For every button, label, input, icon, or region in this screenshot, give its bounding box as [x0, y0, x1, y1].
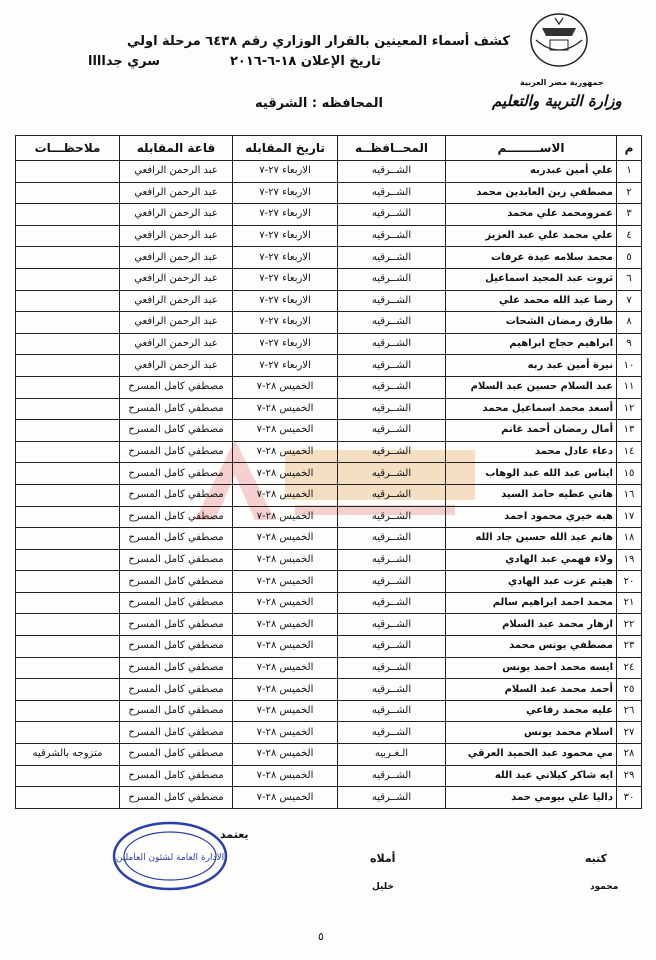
table-row: [16, 657, 642, 679]
row-governorate: الشــرقيه: [338, 247, 446, 269]
row-number: ٣٠: [617, 787, 642, 809]
row-number: ٢٣: [617, 636, 642, 658]
row-interview-date: الخميس ٢٨-٧: [233, 571, 338, 593]
row-interview-date: الاربعاء ٢٧-٧: [233, 225, 338, 247]
row-governorate: الشــرقيه: [338, 182, 446, 204]
row-number: ٢٥: [617, 679, 642, 701]
row-notes: [16, 592, 120, 614]
row-interview-date: الخميس ٢٨-٧: [233, 592, 338, 614]
row-number: ١٠: [617, 355, 642, 377]
table-row: [16, 247, 642, 269]
row-notes: [16, 636, 120, 658]
row-interview-date: الخميس ٢٨-٧: [233, 376, 338, 398]
table-row: [16, 204, 642, 226]
row-interview-date: الاربعاء ٢٧-٧: [233, 355, 338, 377]
row-governorate: الشــرقيه: [338, 765, 446, 787]
row-number: ٢٩: [617, 765, 642, 787]
row-governorate: الشــرقيه: [338, 463, 446, 485]
row-name: مي محمود عبد الحميد العرقي: [446, 744, 617, 766]
row-notes: [16, 268, 120, 290]
row-number: ٢٠: [617, 571, 642, 593]
governorate-label: المحافظه : الشرقيه: [255, 96, 383, 111]
row-notes: [16, 484, 120, 506]
row-interview-hall: عبد الرحمن الرافعي: [120, 312, 233, 334]
table-row: [16, 528, 642, 550]
row-governorate: الـغـربيه: [338, 744, 446, 766]
row-governorate: الشــرقيه: [338, 161, 446, 183]
row-interview-hall: مصطفي كامل المسرح: [120, 592, 233, 614]
header-governorate: المحــافظــه: [338, 136, 446, 161]
row-governorate: الشــرقيه: [338, 333, 446, 355]
row-interview-date: الخميس ٢٨-٧: [233, 614, 338, 636]
row-name: داليا علي بيومي حمد: [446, 787, 617, 809]
row-interview-date: الخميس ٢٨-٧: [233, 679, 338, 701]
row-name: ثروت عبد المجيد اسماعيل: [446, 268, 617, 290]
row-interview-date: الخميس ٢٨-٧: [233, 398, 338, 420]
table-row: [16, 765, 642, 787]
official-stamp-icon: [110, 818, 230, 893]
row-governorate: الشــرقيه: [338, 679, 446, 701]
row-governorate: الشــرقيه: [338, 225, 446, 247]
row-number: ٤: [617, 225, 642, 247]
row-notes: [16, 182, 120, 204]
row-interview-hall: مصطفي كامل المسرح: [120, 376, 233, 398]
row-name: هبه خيري محمود احمد: [446, 506, 617, 528]
row-interview-date: الخميس ٢٨-٧: [233, 636, 338, 658]
row-interview-hall: مصطفي كامل المسرح: [120, 398, 233, 420]
table-row: [16, 614, 642, 636]
row-name: مصطفي زين العابدين محمد: [446, 182, 617, 204]
table-row: [16, 571, 642, 593]
header-name: الاســــــــم: [446, 136, 617, 161]
row-notes: [16, 463, 120, 485]
row-name: محمد احمد ابراهيم سالم: [446, 592, 617, 614]
row-name: طارق رمضان الشحات: [446, 312, 617, 334]
written-by-label: كتبه: [585, 852, 608, 865]
table-row: [16, 722, 642, 744]
row-name: أمال رمضان أحمد غانم: [446, 420, 617, 442]
table-row: [16, 787, 642, 809]
row-number: ٨: [617, 312, 642, 334]
table-row: [16, 333, 642, 355]
row-governorate: الشــرقيه: [338, 614, 446, 636]
ministry-label: وزارة التربية والتعليم: [492, 92, 622, 110]
table-header-row: [16, 136, 642, 161]
row-governorate: الشــرقيه: [338, 528, 446, 550]
row-notes: [16, 571, 120, 593]
row-notes: [16, 765, 120, 787]
written-by-name: محمود: [590, 882, 619, 892]
row-interview-hall: مصطفي كامل المسرح: [120, 549, 233, 571]
table-row: [16, 376, 642, 398]
row-interview-date: الخميس ٢٨-٧: [233, 657, 338, 679]
row-interview-hall: عبد الرحمن الرافعي: [120, 355, 233, 377]
row-notes: [16, 398, 120, 420]
row-governorate: الشــرقيه: [338, 722, 446, 744]
row-interview-hall: مصطفي كامل المسرح: [120, 571, 233, 593]
row-interview-date: الخميس ٢٨-٧: [233, 722, 338, 744]
row-notes: [16, 787, 120, 809]
row-interview-hall: مصطفي كامل المسرح: [120, 420, 233, 442]
row-interview-hall: مصطفي كامل المسرح: [120, 744, 233, 766]
page-number: ٥: [318, 930, 324, 943]
row-interview-hall: مصطفي كامل المسرح: [120, 506, 233, 528]
row-interview-hall: عبد الرحمن الرافعي: [120, 333, 233, 355]
row-interview-date: الاربعاء ٢٧-٧: [233, 247, 338, 269]
table-row: [16, 549, 642, 571]
row-interview-hall: عبد الرحمن الرافعي: [120, 225, 233, 247]
row-notes: [16, 290, 120, 312]
row-notes: [16, 614, 120, 636]
row-notes: [16, 679, 120, 701]
row-interview-date: الخميس ٢٨-٧: [233, 765, 338, 787]
row-interview-hall: مصطفي كامل المسرح: [120, 722, 233, 744]
row-number: ١١: [617, 376, 642, 398]
row-interview-date: الخميس ٢٨-٧: [233, 787, 338, 809]
row-name: اسلام محمد يونس: [446, 722, 617, 744]
row-interview-date: الاربعاء ٢٧-٧: [233, 161, 338, 183]
row-name: ابراهيم حجاج ابراهيم: [446, 333, 617, 355]
row-number: ١٧: [617, 506, 642, 528]
row-interview-date: الخميس ٢٨-٧: [233, 549, 338, 571]
table-row: [16, 636, 642, 658]
row-number: ٩: [617, 333, 642, 355]
row-notes: [16, 700, 120, 722]
row-name: عليه محمد رفاعي: [446, 700, 617, 722]
stamp-text: الادارة العامة لشئون العاملين: [115, 853, 225, 863]
row-interview-hall: مصطفي كامل المسرح: [120, 679, 233, 701]
table-row: [16, 506, 642, 528]
confidentiality-label: سري جداااا: [88, 54, 161, 69]
row-interview-hall: عبد الرحمن الرافعي: [120, 290, 233, 312]
row-number: ٦: [617, 268, 642, 290]
announcement-date: تاريخ الإعلان ١٨-٦-٢٠١٦: [230, 54, 381, 69]
row-governorate: الشــرقيه: [338, 355, 446, 377]
row-interview-date: الخميس ٢٨-٧: [233, 700, 338, 722]
table-row: [16, 355, 642, 377]
row-notes: متزوجه بالشرقيه: [16, 744, 120, 766]
row-governorate: الشــرقيه: [338, 636, 446, 658]
row-interview-hall: مصطفي كامل المسرح: [120, 657, 233, 679]
header-notes: ملاحظـــات: [16, 136, 120, 161]
row-notes: [16, 225, 120, 247]
row-governorate: الشــرقيه: [338, 787, 446, 809]
row-interview-hall: عبد الرحمن الرافعي: [120, 161, 233, 183]
row-number: ٢: [617, 182, 642, 204]
row-interview-date: الخميس ٢٨-٧: [233, 463, 338, 485]
row-governorate: الشــرقيه: [338, 700, 446, 722]
row-number: ٢٧: [617, 722, 642, 744]
row-interview-hall: مصطفي كامل المسرح: [120, 441, 233, 463]
row-name: مصطفي يونس محمد: [446, 636, 617, 658]
row-notes: [16, 204, 120, 226]
row-interview-hall: مصطفي كامل المسرح: [120, 614, 233, 636]
row-interview-date: الاربعاء ٢٧-٧: [233, 204, 338, 226]
row-name: أحمد محمد عبد السلام: [446, 679, 617, 701]
row-interview-hall: مصطفي كامل المسرح: [120, 528, 233, 550]
row-name: هيثم عزت عبد الهادي: [446, 571, 617, 593]
row-notes: [16, 333, 120, 355]
row-name: ايسه محمد احمد يونس: [446, 657, 617, 679]
row-number: ٢٨: [617, 744, 642, 766]
table-row: [16, 161, 642, 183]
row-notes: [16, 247, 120, 269]
row-interview-hall: عبد الرحمن الرافعي: [120, 268, 233, 290]
row-number: ٧: [617, 290, 642, 312]
row-interview-hall: مصطفي كامل المسرح: [120, 700, 233, 722]
row-number: ١٨: [617, 528, 642, 550]
header-interview-date: تاريخ المقابله: [233, 136, 338, 161]
row-interview-date: الاربعاء ٢٧-٧: [233, 312, 338, 334]
row-number: ٢٢: [617, 614, 642, 636]
table-row: [16, 484, 642, 506]
row-number: ١٩: [617, 549, 642, 571]
row-name: ازهار محمد عبد السلام: [446, 614, 617, 636]
approved-by-label: يعتمد: [220, 828, 249, 841]
row-governorate: الشــرقيه: [338, 420, 446, 442]
row-interview-date: الاربعاء ٢٧-٧: [233, 290, 338, 312]
row-name: محمد سلامه عيدة عرفات: [446, 247, 617, 269]
row-number: ٣: [617, 204, 642, 226]
row-governorate: الشــرقيه: [338, 398, 446, 420]
row-number: ٢٤: [617, 657, 642, 679]
row-name: ولاء فهمي عبد الهادي: [446, 549, 617, 571]
row-governorate: الشــرقيه: [338, 290, 446, 312]
row-interview-date: الخميس ٢٨-٧: [233, 484, 338, 506]
row-number: ٢١: [617, 592, 642, 614]
table-row: [16, 398, 642, 420]
row-interview-hall: عبد الرحمن الرافعي: [120, 182, 233, 204]
row-governorate: الشــرقيه: [338, 441, 446, 463]
row-interview-date: الخميس ٢٨-٧: [233, 420, 338, 442]
row-governorate: الشــرقيه: [338, 506, 446, 528]
row-interview-hall: مصطفي كامل المسرح: [120, 636, 233, 658]
row-governorate: الشــرقيه: [338, 312, 446, 334]
appointees-table: [15, 135, 642, 809]
row-name: علي أمين عبدربه: [446, 161, 617, 183]
dictated-by-label: أملاه: [370, 852, 396, 865]
row-interview-date: الاربعاء ٢٧-٧: [233, 333, 338, 355]
row-interview-date: الخميس ٢٨-٧: [233, 441, 338, 463]
row-interview-hall: مصطفي كامل المسرح: [120, 484, 233, 506]
row-interview-date: الخميس ٢٨-٧: [233, 744, 338, 766]
document-title: كشف أسماء المعينين بالقرار الوزاري رقم ٦٤٣٨ مرحلة اولي: [126, 34, 510, 49]
row-number: ١٢: [617, 398, 642, 420]
row-notes: [16, 312, 120, 334]
row-number: ١٥: [617, 463, 642, 485]
table-row: [16, 463, 642, 485]
table-row: [16, 312, 642, 334]
row-notes: [16, 420, 120, 442]
row-name: هاني عطيه حامد السيد: [446, 484, 617, 506]
row-name: نيرة أمين عبد ربه: [446, 355, 617, 377]
row-governorate: الشــرقيه: [338, 657, 446, 679]
row-notes: [16, 657, 120, 679]
row-interview-date: الخميس ٢٨-٧: [233, 506, 338, 528]
table-row: [16, 225, 642, 247]
header-interview-hall: قاعة المقابله: [120, 136, 233, 161]
row-notes: [16, 441, 120, 463]
row-governorate: الشــرقيه: [338, 592, 446, 614]
header-num: م: [617, 136, 642, 161]
row-interview-hall: مصطفي كامل المسرح: [120, 463, 233, 485]
row-governorate: الشــرقيه: [338, 376, 446, 398]
row-governorate: الشــرقيه: [338, 571, 446, 593]
table-row: [16, 290, 642, 312]
row-interview-hall: عبد الرحمن الرافعي: [120, 247, 233, 269]
row-number: ٢٦: [617, 700, 642, 722]
row-governorate: الشــرقيه: [338, 204, 446, 226]
row-name: هانم عبد الله حسين جاد الله: [446, 528, 617, 550]
row-name: عمرومحمد علي محمد: [446, 204, 617, 226]
row-number: ٥: [617, 247, 642, 269]
row-name: أسعد محمد اسماعيل محمد: [446, 398, 617, 420]
row-interview-hall: مصطفي كامل المسرح: [120, 765, 233, 787]
row-governorate: الشــرقيه: [338, 549, 446, 571]
row-number: ١٦: [617, 484, 642, 506]
row-name: عبد السلام حسين عبد السلام: [446, 376, 617, 398]
table-row: [16, 441, 642, 463]
table-row: [16, 700, 642, 722]
row-name: ايناس عبد الله عبد الوهاب: [446, 463, 617, 485]
row-number: ١: [617, 161, 642, 183]
row-notes: [16, 355, 120, 377]
row-notes: [16, 528, 120, 550]
row-governorate: الشــرقيه: [338, 484, 446, 506]
table-row: [16, 592, 642, 614]
table-row: [16, 268, 642, 290]
row-interview-date: الاربعاء ٢٧-٧: [233, 268, 338, 290]
row-notes: [16, 549, 120, 571]
row-notes: [16, 161, 120, 183]
row-interview-hall: مصطفي كامل المسرح: [120, 787, 233, 809]
table-row: [16, 420, 642, 442]
row-name: دعاء عادل محمد: [446, 441, 617, 463]
table-row: [16, 744, 642, 766]
row-number: ١٣: [617, 420, 642, 442]
dictated-by-name: خليل: [372, 882, 394, 892]
row-name: ايه شاكر كيلاني عبد الله: [446, 765, 617, 787]
row-name: علي محمد علي عبد العزيز: [446, 225, 617, 247]
row-interview-date: الاربعاء ٢٧-٧: [233, 182, 338, 204]
table-row: [16, 182, 642, 204]
row-governorate: الشــرقيه: [338, 268, 446, 290]
row-interview-hall: عبد الرحمن الرافعي: [120, 204, 233, 226]
ministry-emblem-icon: [528, 10, 590, 68]
row-name: رضا عبد الله محمد علي: [446, 290, 617, 312]
row-notes: [16, 376, 120, 398]
row-number: ١٤: [617, 441, 642, 463]
table-row: [16, 679, 642, 701]
republic-label: جمهورية مصر العربية: [520, 78, 604, 87]
row-notes: [16, 722, 120, 744]
row-notes: [16, 506, 120, 528]
row-interview-date: الخميس ٢٨-٧: [233, 528, 338, 550]
